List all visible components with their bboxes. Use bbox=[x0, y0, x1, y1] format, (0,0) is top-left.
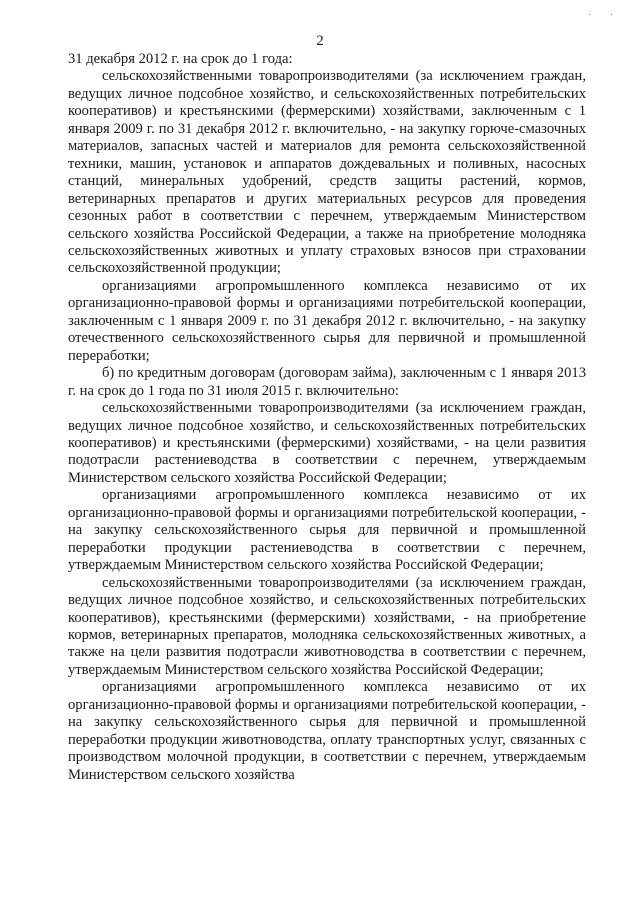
paragraph-continuation: 31 декабря 2012 г. на срок до 1 года: bbox=[68, 51, 293, 67]
paragraph: сельскохозяйственными товаропроизводителями (за исключением граждан, ведущих личное подсобное хозяйство, и сельскохозяйственных потребительских кооперативов) и крестьянскими (фермерскими) хозяйствами, - на цели развития подотрасли растениеводства в соответствии с перечнем, утверждаемым Министерством сельского хозяйства Российской Федерации; bbox=[68, 400, 586, 486]
paragraph: б) по кредитным договорам (договорам займа), заключенным с 1 января 2013 г. на срок до 1 года по 31 июля 2015 г. включительно: bbox=[68, 365, 586, 399]
paragraph: организациями агропромышленного комплекса независимо от их организационно-правовой формы и организациями потребительской кооперации, - на закупку сельскохозяйственного сырья для первичной и промышленной переработки продукции растениеводства в соответствии с перечнем, утверждаемым Министерством сельского хозяйства Российской Федерации; bbox=[68, 487, 586, 574]
document-body bbox=[68, 51, 586, 784]
scan-marks: · · bbox=[588, 10, 622, 21]
paragraph: организациями агропромышленного комплекса независимо от их организационно-правовой формы и организациями потребительской кооперации, - на закупку сельскохозяйственного сырья для первичной и промышленной переработки продукции животноводства, оплату транспортных услуг, связанных с производством молочной продукции, в соответствии с перечнем, утверждаемым Министерством сельского хозяйства bbox=[68, 679, 586, 783]
paragraph: организациями агропромышленного комплекса независимо от их организационно-правовой формы и организациями потребительской кооперации, заключенным с 1 января 2009 г. по 31 декабря 2012 г. включительно, - на закупку отечественного сельскохозяйственного сырья для первичной и промышленной переработки; bbox=[68, 277, 586, 364]
paragraph: сельскохозяйственными товаропроизводителями (за исключением граждан, ведущих личное подсобное хозяйство, и сельскохозяйственных потребительских кооперативов), крестьянскими (фермерскими) хозяйствами, - на приобретение кормов, ветеринарных препаратов, молодняка сельскохозяйственных животных, а также на цели развития подотрасли животноводства в соответствии с перечнем, утверждаемым Министерством сельского хозяйства Российской Федерации; bbox=[68, 574, 586, 678]
paragraph: сельскохозяйственными товаропроизводителями (за исключением граждан, ведущих личное подсобное хозяйство, и сельскохозяйственных потребительских кооперативов) и крестьянскими (фермерскими) хозяйствами, заключенным с 1 января 2009 г. по 31 декабря 2012 г. включительно, - на закупку горюче-смазочных материалов, запасных частей и материалов для ремонта сельскохозяйственной техники, машин, установок и аппаратов дождевальных и поливных, насосных станций, минеральных удобрений, средств защиты растений, кормов, ветеринарных препаратов и других материальных ресурсов для проведения сезонных работ в соответствии с перечнем, утверждаемым Министерством сельского хозяйства Российской Федерации, а также на приобретение молодняка сельскохозяйственных животных и уплату страховых взносов при страховании сельскохозяйственной продукции; bbox=[68, 68, 586, 277]
page-number: 2 bbox=[316, 33, 324, 49]
